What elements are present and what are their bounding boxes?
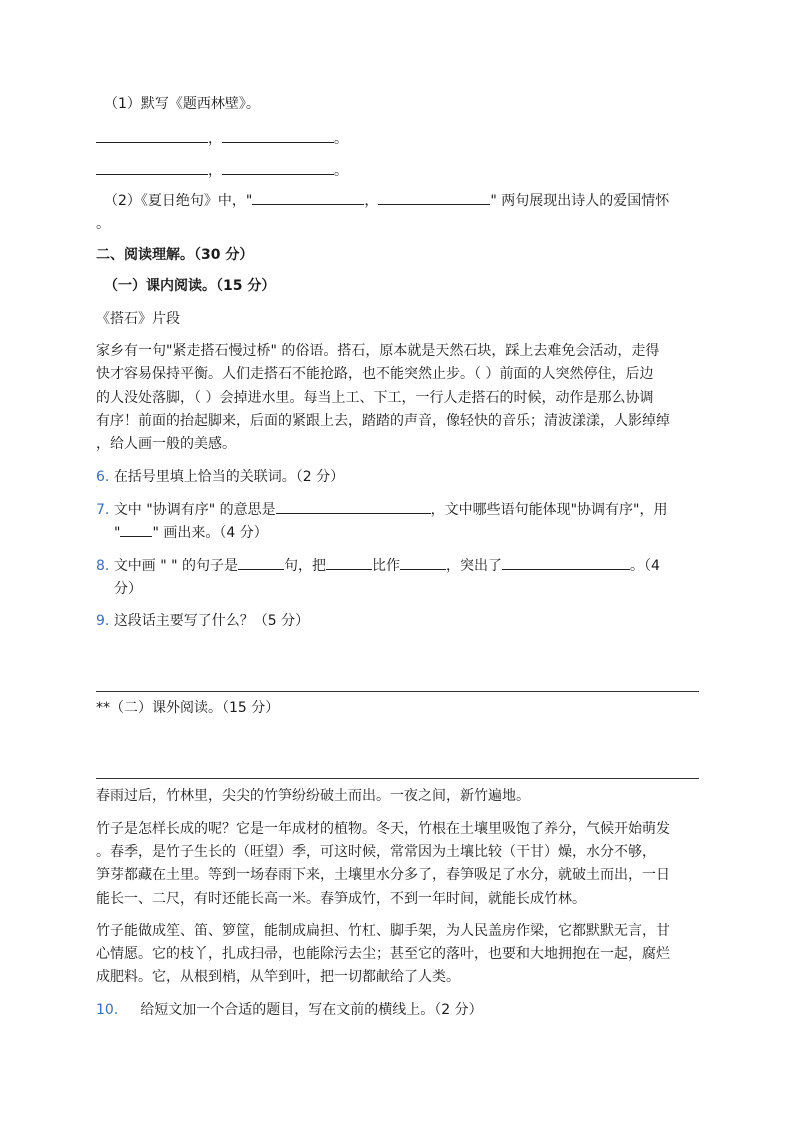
q1-title: （1）默写《题西林壁》。 — [104, 96, 260, 112]
question-10: 10. 给短文加一个合适的题目，写在文前的横线上。（2 分） — [96, 1002, 483, 1018]
paragraph-3-line: 竹子能做成笙、笛、箩筐，能制成扁担、竹杠、脚手架，为人民盖房作梁，它都默默无言，甘 — [96, 923, 670, 939]
question-8-cont: 分） — [114, 581, 142, 597]
paragraph-2-line: 能长一、二尺，有时还能长高一米。春笋成竹，不到一年时间，就能长成竹林。 — [96, 891, 586, 907]
paragraph-2-line: 竹子是怎样长成的呢？它是一年成材的植物。冬天，竹根在土壤里吸饱了养分，气候开始萌发 — [96, 821, 670, 837]
q2-wrap: 。 — [96, 216, 110, 232]
question-7: 7. 文中 "协调有序" 的意思是 ，文中哪些语句能体现"协调有序"，用 — [96, 499, 667, 520]
paragraph-2-line: 。春季，是竹子生长的（旺望）季，可这时候，常常因为土壤比较（干甘）燥，水分不够， — [96, 844, 656, 860]
passage-line: ，给人画一般的美感。 — [96, 436, 236, 452]
title-answer-line[interactable] — [96, 778, 699, 779]
q1-line-2: ， 。 — [96, 160, 348, 181]
passage-line: 的人没处落脚，（ ）会掉进水里。每当上工、下工，一行人走搭石的时候，动作是那么协调 — [96, 390, 654, 406]
answer-blank[interactable] — [120, 522, 152, 537]
answer-blank[interactable] — [222, 160, 334, 175]
question-9: 9. 这段话主要写了什么？（5 分） — [96, 613, 310, 629]
section2-title: 二、阅读理解。（30 分） — [96, 247, 254, 263]
question-7-cont: " " 画出来。（4 分） — [114, 522, 268, 543]
paragraph-3-line: 成肥料。它，从根到梢，从竿到叶，把一切都献给了人类。 — [96, 969, 460, 985]
q1-line-1: ， 。 — [96, 128, 348, 149]
answer-blank[interactable] — [326, 555, 372, 570]
answer-blank[interactable] — [96, 128, 208, 143]
passage-title: 《搭石》片段 — [96, 311, 180, 327]
q2-line: （2）《夏日绝句》中，" ， " 两句展现出诗人的爱国情怀 — [104, 190, 669, 211]
paragraph-1: 春雨过后，竹林里，尖尖的竹笋纷纷破土而出。一夜之间，新竹遍地。 — [96, 788, 530, 804]
answer-line[interactable] — [96, 691, 699, 692]
answer-blank[interactable] — [276, 499, 431, 514]
question-8: 8. 文中画 " " 的句子是 句，把 比作 ，突出了 。（4 — [96, 555, 660, 576]
answer-blank[interactable] — [222, 128, 334, 143]
question-6: 6. 在括号里填上恰当的关联词。（2 分） — [96, 469, 345, 485]
part2-title: **（二）课外阅读。（15 分） — [96, 700, 280, 716]
passage-line: 有序！前面的抬起脚来，后面的紧跟上去，踏踏的声音，像轻快的音乐；清波漾漾，人影绰绰 — [96, 413, 670, 429]
answer-blank[interactable] — [378, 190, 490, 205]
answer-blank[interactable] — [238, 555, 284, 570]
answer-blank[interactable] — [400, 555, 446, 570]
part1-title: （一）课内阅读。（15 分） — [104, 278, 276, 294]
answer-blank[interactable] — [96, 160, 208, 175]
answer-blank[interactable] — [252, 190, 364, 205]
passage-line: 快才容易保持平衡。人们走搭石不能抢路，也不能突然止步。（ ）前面的人突然停住，后边 — [96, 366, 654, 382]
paragraph-3-line: 心情愿。它的枝丫，扎成扫帚，也能除污去尘；甚至它的落叶，也要和大地拥抱在一起，腐烂 — [96, 946, 670, 962]
paragraph-2-line: 笋芽都藏在土里。等到一场春雨下来，土壤里水分多了，春笋吸足了水分，就破土而出，一日 — [96, 867, 670, 883]
passage-line: 家乡有一句"紧走搭石慢过桥" 的俗语。搭石，原本就是天然石块，踩上去难免会活动，走得 — [96, 343, 660, 359]
answer-blank[interactable] — [502, 555, 630, 570]
